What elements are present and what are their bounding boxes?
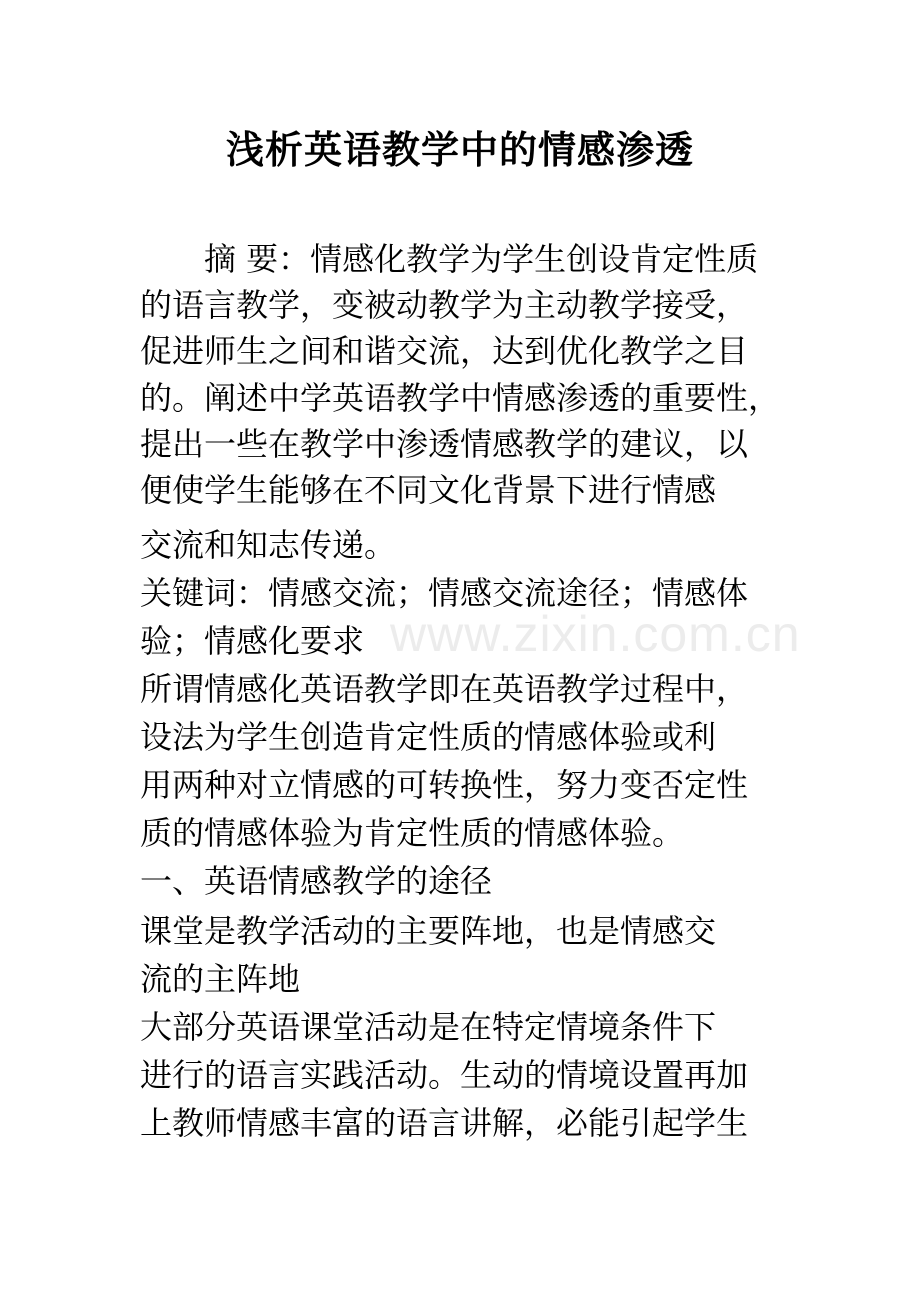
- body-line: 设法为学生创造肯定性质的情感体验或利: [140, 718, 717, 756]
- body-line: 用两种对立情感的可转换性，努力变否定性: [140, 766, 749, 804]
- section-heading: 一、英语情感教学的途径: [140, 862, 493, 900]
- body-line: 流的主阵地: [140, 960, 301, 998]
- body-line: 大部分英语课堂活动是在特定情境条件下: [140, 1008, 717, 1046]
- body-line: 的。阐述中学英语教学中情感渗透的重要性，: [140, 379, 781, 417]
- body-line: 上教师情感丰富的语言讲解，必能引起学生: [140, 1104, 749, 1142]
- body-line: 进行的语言实践活动。生动的情境设置再加: [140, 1056, 749, 1094]
- body-line: 课堂是教学活动的主要阵地，也是情感交: [140, 912, 717, 950]
- body-line: 所谓情感化英语教学即在英语教学过程中，: [140, 670, 749, 708]
- body-line: 提出一些在教学中渗透情感教学的建议，以: [140, 425, 749, 463]
- keywords-line: 关键词：情感交流；情感交流途径；情感体: [140, 574, 749, 612]
- body-line: 便使学生能够在不同文化背景下进行情感: [140, 471, 717, 509]
- body-line: 质的情感体验为肯定性质的情感体验。: [140, 814, 685, 852]
- body-line: 促进师生之间和谐交流，达到优化教学之目: [140, 332, 749, 370]
- body-line: 交流和知志传递。: [140, 526, 397, 564]
- keywords-line: 验；情感化要求: [140, 622, 365, 660]
- document-title: 浅析英语教学中的情感渗透: [225, 127, 694, 172]
- body-line: 的语言教学，变被动教学为主动教学接受，: [140, 286, 749, 324]
- body-line: 摘 要：情感化教学为学生创设肯定性质: [140, 240, 759, 278]
- watermark: www.zixin.com.cn: [390, 606, 801, 662]
